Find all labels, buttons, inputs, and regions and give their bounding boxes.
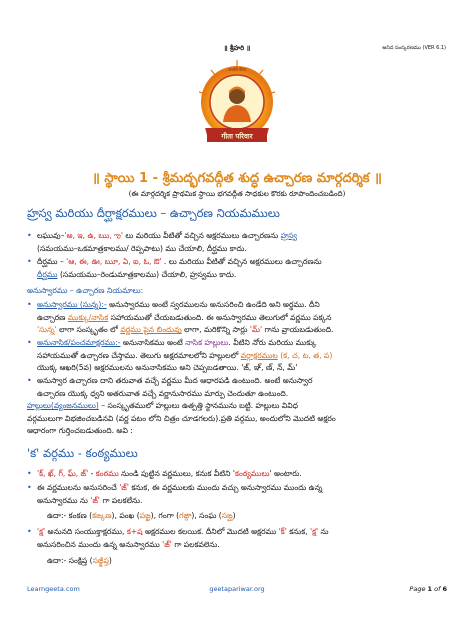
text: లాగా, మరికొన్ని సార్లు xyxy=(181,325,250,334)
text: కనుక, xyxy=(286,527,310,536)
highlight-text: సఙ్ఘ xyxy=(221,511,233,520)
list-item-ksha-rule xyxy=(27,526,452,551)
page-total: 6 xyxy=(442,585,447,593)
text: ), గంగా ( xyxy=(150,511,180,520)
highlight-text: కంఠ్యములు xyxy=(235,469,270,478)
text: (సమయము–రెండుమాత్రకాలము) చేయాలి, హ్రస్వము కాదు. xyxy=(57,269,237,279)
text: ) xyxy=(108,556,112,565)
highlight-text: 'ఙ్' xyxy=(162,539,172,549)
list-item-ka-varga xyxy=(27,468,452,481)
header-invocation: ॥ శ్రీహరి ॥ xyxy=(223,44,251,52)
highlight-text: 'క్ష' xyxy=(310,527,319,536)
text: . లు మరియు వీటితో వచ్చిన అక్షరములు ఉచ్చారణను xyxy=(161,257,322,266)
text: ఆధారంగా గుర్తించబడుతుంది. అవి : xyxy=(27,426,133,435)
highlight-text: 'అ, ఇ, ఉ, ఋ, ఌ' xyxy=(64,231,123,240)
bullet-icon: • xyxy=(27,469,32,478)
logo-banner-text: गीता परिवार xyxy=(221,132,253,141)
geeta-pariwar-logo xyxy=(195,58,279,160)
text: అనునాసికము అంటే xyxy=(120,338,186,347)
highlight-text: (క, చ, ట, త, ప) xyxy=(277,350,333,360)
bullet-icon: • xyxy=(27,338,32,347)
highlight-text: హ్రస్వ xyxy=(280,231,297,240)
bullet-icon: • xyxy=(27,527,32,536)
footer-link-geetapariwar[interactable]: geetapariwar.org xyxy=(209,585,265,593)
page-of: of xyxy=(432,585,443,593)
text: ), సంఘ ( xyxy=(191,511,222,520)
highlight-text: కఙ్కణ xyxy=(92,511,112,520)
text: సహాయముతో చేయబడుతుంది. ఈ అనుస్వారము తెలుగులో వర్ణము పక్కన xyxy=(108,312,332,322)
text: సహాయముతో ఉచ్చారణ చేస్తాము. తెలుగు అక్షరమాలలోని హల్లులలో xyxy=(37,350,241,360)
text: అనుస్వారము ను xyxy=(37,495,91,505)
text: దీర్ఘము – xyxy=(37,257,67,266)
section-heading-ka-varga: 'క' వర్గము - కంఠ్యములు xyxy=(27,446,138,460)
highlight-text: పఙ్ఖ xyxy=(139,511,151,520)
highlight-text: 'మ్' xyxy=(249,325,263,334)
highlight-text: 'క్' xyxy=(278,527,287,536)
section-heading-hrasva-dirgha: హ్రస్వ మరియు దీర్ఘాక్షరములు – ఉచ్చారణ నియమములు xyxy=(27,206,280,220)
highlight-text: అనునాసిక/పంచమాక్షరము:- xyxy=(37,338,121,347)
list-item-nga-rule xyxy=(27,482,452,507)
highlight-text: అనుస్వారము (సున్న):- xyxy=(37,300,107,309)
highlight-text: హల్లులు(వ్యంజనములు) xyxy=(27,401,99,410)
text: అనునది సంయుక్తాక్షరము, xyxy=(45,527,127,536)
text: వర్గములుగా విభజించబడినవి (వర్ణ పటం లోని చిత్రం చూడగలరు).ప్రతి వర్గము, అందులోని మొదటి అక్షరం xyxy=(27,413,336,423)
example-line-2 xyxy=(47,556,112,567)
example-line-1 xyxy=(47,511,236,522)
text: (సమయము–ఒకమాత్రకాలము/ రెప్పపాటు) xyxy=(37,243,166,253)
highlight-text: 'ఙ్' xyxy=(90,495,101,505)
highlight-text: కంఠము xyxy=(95,469,119,478)
highlight-text: దీర్ఘము xyxy=(37,269,58,279)
list-item-anusvara xyxy=(27,299,452,337)
text: కనుక, ఈ వర్ణములకు ముందు వచ్చు అనుస్వారము ముందు ఉన్న xyxy=(128,483,323,492)
text: ఈ వర్ణములను అనుసరించే xyxy=(37,483,120,492)
bullet-icon: • xyxy=(27,231,32,240)
text: ఉచ్చారణ xyxy=(37,312,68,322)
text: . వీటిని నోరు మరియు ముక్కు xyxy=(228,338,317,347)
list-item-anunasika xyxy=(27,337,452,375)
page-number xyxy=(409,585,447,593)
text: గా పలకవలెను. xyxy=(171,539,220,549)
text: - xyxy=(88,469,96,478)
bullet-icon: • xyxy=(27,483,32,492)
highlight-text: సఙ్క్షిప్త xyxy=(92,556,109,565)
text: ఉదా:- సంక్షిప్త ( xyxy=(47,556,93,565)
text: ), పంఖ ( xyxy=(111,511,140,520)
text: ' అంటారు. xyxy=(269,469,302,478)
text: అనుస్వార ఉచ్చారణ దాని తరువాత వచ్చే వర్ణము మీద ఆధారపడి ఉంటుంది. అంటే అనుస్వార xyxy=(37,376,313,385)
list-item-dirgha xyxy=(27,256,452,281)
page-label: Page xyxy=(409,585,428,593)
page-header xyxy=(0,41,474,55)
list-item-laghu xyxy=(27,230,452,255)
text: ము చేయాలి, దీర్ఘము కాదు. xyxy=(165,243,247,253)
page-footer xyxy=(0,585,474,597)
text: లఘువు– xyxy=(37,231,65,240)
page-subtitle: (ఈ మార్గదర్శిక ప్రాథమిక స్థాయి భగవద్గీత సాధకుల కొరకు రూపొందించబడింది) xyxy=(128,189,346,198)
highlight-text: 'క్ష' xyxy=(37,527,46,536)
highlight-text: 'క్, ఖ్, గ్, ఘ్, ఙ్' xyxy=(37,469,89,478)
text: నుండి పుట్టిన వర్ణములు, కనుక వీటిని ' xyxy=(118,469,236,478)
highlight-text: క+ష xyxy=(126,527,143,536)
page-title: ॥ స్థాయి 1 - శ్రీమద్భగవద్గీత శుద్ధ ఉచ్చారణ మార్గదర్శిక ॥ xyxy=(92,171,382,186)
highlight-text: 'ఆ, ఈ, ఊ, ౠ, ఏ, ఐ, ఓ, ఔ' xyxy=(66,257,162,266)
section-heading-anusvara: అనుస్వారము – ఉచ్చారణ నియమాలు: xyxy=(27,286,144,295)
text: లు మరియు వీటితో వచ్చిన అక్షరములు ఉచ్చారణను xyxy=(122,231,281,240)
bullet-icon: • xyxy=(27,257,32,266)
text: ఉదా:- కంకణ ( xyxy=(47,511,93,520)
text: – సంస్కృతములో హల్లులు ఉత్పత్తి స్థానమును బట్టి. హల్లులు వివిధ xyxy=(98,401,298,410)
highlight-text: వర్ణము పైన బిందువు xyxy=(120,325,182,334)
text: గాను వ్రాయబడుతుంది. xyxy=(262,325,334,334)
text: అనుస్వారము అంటే స్వరములను అనుసరించి ఉండేది అని అర్థము. దీని xyxy=(106,300,320,309)
highlight-text: 'ఙ్' xyxy=(119,483,129,492)
highlight-text: గఙ్గా xyxy=(179,511,192,520)
list-item-anusvara-rule xyxy=(27,375,452,400)
header-version: అనిద సంస్కరణము (VER 6.1) xyxy=(382,45,446,51)
text: అక్షరముల కలయిక. దీనిలో మొదటి అక్షరము xyxy=(142,527,279,536)
highlight-text: ముక్కు/నాసిక xyxy=(67,312,109,322)
text: ను xyxy=(318,527,329,536)
footer-link-learngeeta[interactable]: Learngeeta.com xyxy=(27,585,80,593)
highlight-text: 'సున్న' xyxy=(37,325,57,334)
highlight-text: నాసిక హల్లులు xyxy=(185,338,229,347)
text: ఉచ్చారణ యొక్క ధ్వని అతరువాత వచ్చే వర్ణానుసారము మార్పు చెందుతూ ఉంటుంది. xyxy=(37,388,289,398)
text: యొక్క ఆఖరి(5వ) అక్షరములను అనునాసికము అని చెప్పబడతాయి. 'ఙ్, ఞ్, ణ్, న్, మ్' xyxy=(37,363,298,372)
highlight-text: వర్గాక్షరముల xyxy=(240,350,278,360)
page-current: 1 xyxy=(427,585,433,593)
text: గా పలకలేను. xyxy=(100,495,143,505)
text: లాగా సంస్కృతం లో xyxy=(56,325,121,334)
text: అనుసరించిన ముందు ఉన్న అనుస్వారము xyxy=(37,539,163,549)
bullet-icon: • xyxy=(27,376,32,385)
bullet-icon: • xyxy=(27,300,32,309)
logo-top-text: जयाति गीता xyxy=(228,67,246,72)
text: ) xyxy=(232,511,236,520)
paragraph-hallulu xyxy=(27,400,452,438)
